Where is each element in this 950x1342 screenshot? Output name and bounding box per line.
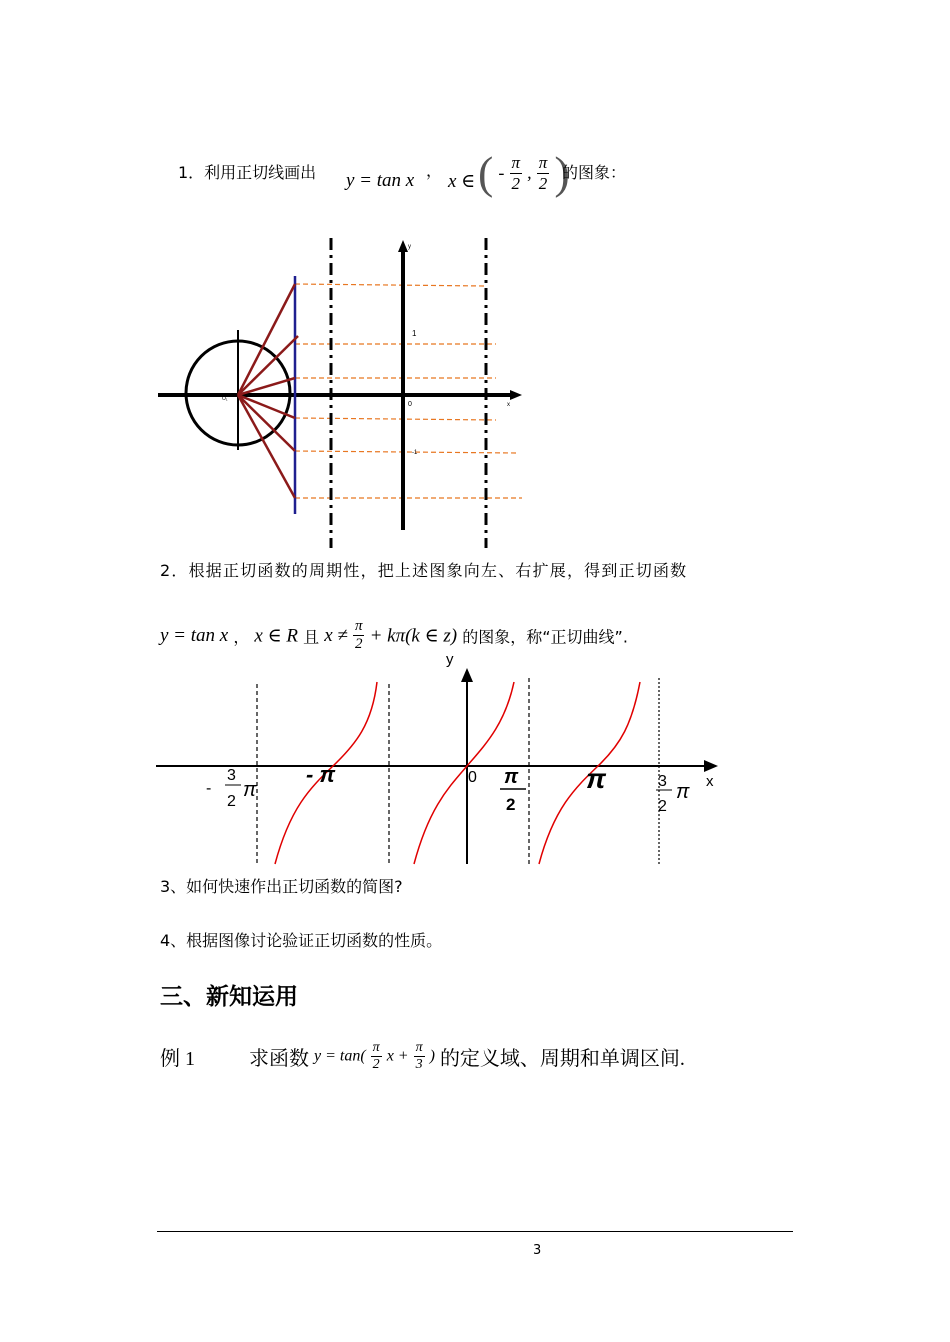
y-axis-arrow-icon [461, 668, 473, 682]
interval-open: ( [478, 147, 494, 198]
tangent-branch-2 [414, 682, 514, 864]
fig2-neg-three: 3 [227, 767, 236, 784]
x-axis-arrow-icon [704, 760, 718, 772]
fig2-half-pi-den: 2 [506, 795, 516, 814]
example1-frac-1 [371, 1040, 382, 1073]
fig2-three-half-pi: π [676, 781, 690, 803]
fig1-neg-label: -1 [412, 450, 418, 456]
fig2-neg-pi-label: - π [306, 762, 336, 787]
fig1-y-label: y [408, 244, 411, 250]
frac-num: π [353, 618, 365, 636]
fig1-zero-label: 0 [408, 401, 412, 408]
fig2-y-label: y [446, 651, 454, 668]
fig2-neg-pi: π [243, 779, 257, 801]
frac-den: 2 [511, 173, 521, 193]
interval-minus: - [498, 162, 505, 183]
step1-expr: y = tan x [346, 170, 415, 191]
footer-rule [157, 1231, 793, 1232]
fig2-pi-label: π [586, 763, 606, 794]
example1-frac-2 [414, 1040, 425, 1073]
example1-close: ) [429, 1047, 435, 1065]
step4-text: 4、根据图像讨论验证正切函数的性质。 [160, 931, 443, 950]
x-axis-arrow-icon [510, 390, 522, 400]
frac-den: 2 [372, 1057, 380, 1073]
fig2-neg-two: 2 [227, 793, 236, 810]
step1-comma: ， [426, 161, 443, 180]
fig1-x-label: x [507, 402, 510, 408]
y-axis-arrow-icon [398, 240, 408, 252]
step1-interval [478, 147, 570, 198]
frac-num: π [538, 152, 548, 172]
fig1-one-label: 1 [412, 329, 417, 338]
step1-suffix: 的图象： [562, 163, 627, 182]
step2-qie: 且 [303, 627, 320, 647]
step2-expr-c: x ≠ [324, 624, 348, 646]
fig2-two: 2 [658, 798, 667, 815]
fig1-o1-label: O₁ [222, 396, 228, 402]
step3-text: 3、如何快速作出正切函数的简图? [160, 877, 403, 896]
frac-den: 2 [354, 636, 363, 653]
step2-suffix: 的图象，称“正切曲线”. [462, 627, 628, 647]
example1-x-plus: x + [386, 1047, 409, 1065]
frac-num: π [511, 152, 521, 172]
tangent-curve-figure [150, 648, 730, 870]
example1-prefix: 求函数 [249, 1048, 309, 1071]
step1-prefix: 1．利用正切线画出 [178, 163, 317, 182]
asymptotes [257, 678, 529, 864]
step2-comma: ， [233, 627, 250, 647]
fig2-neg-sign: - [206, 780, 212, 797]
interval-close: ) [554, 147, 570, 198]
example1-suffix: 的定义域、周期和单调区间. [439, 1048, 685, 1071]
step2-expr-a: y = tan x [160, 624, 229, 646]
interval-frac-left [510, 153, 523, 193]
example1-expr-a: y = tan( [314, 1047, 366, 1065]
fig2-x-label: x [706, 773, 714, 790]
frac-num: π [371, 1040, 382, 1057]
fig2-origin-label: 0 [468, 769, 477, 786]
step2-line1: 2．根据正切函数的周期性，把上述图象向左、右扩展，得到正切函数 [160, 561, 688, 580]
step2-expr-b: x ∈ R [254, 625, 299, 647]
interval-frac-right [537, 153, 550, 193]
fig2-three: 3 [658, 773, 667, 790]
projection-lines [295, 284, 522, 498]
example1-label: 例 1 [160, 1048, 195, 1071]
frac-num: π [414, 1040, 425, 1057]
example1 [160, 1040, 685, 1073]
tangent-line-construction-figure [150, 230, 530, 550]
frac-den: 2 [538, 173, 548, 193]
page-number: 3 [533, 1243, 542, 1258]
frac-den: 3 [415, 1057, 423, 1073]
section-heading: 三、新知运用 [160, 984, 298, 1010]
step2-expr-d: + kπ(k ∈ z) [369, 625, 458, 647]
fig2-half-pi-num: π [504, 766, 519, 788]
interval-sep: , [527, 162, 532, 183]
step1-domain-x: x ∈ [448, 171, 476, 192]
